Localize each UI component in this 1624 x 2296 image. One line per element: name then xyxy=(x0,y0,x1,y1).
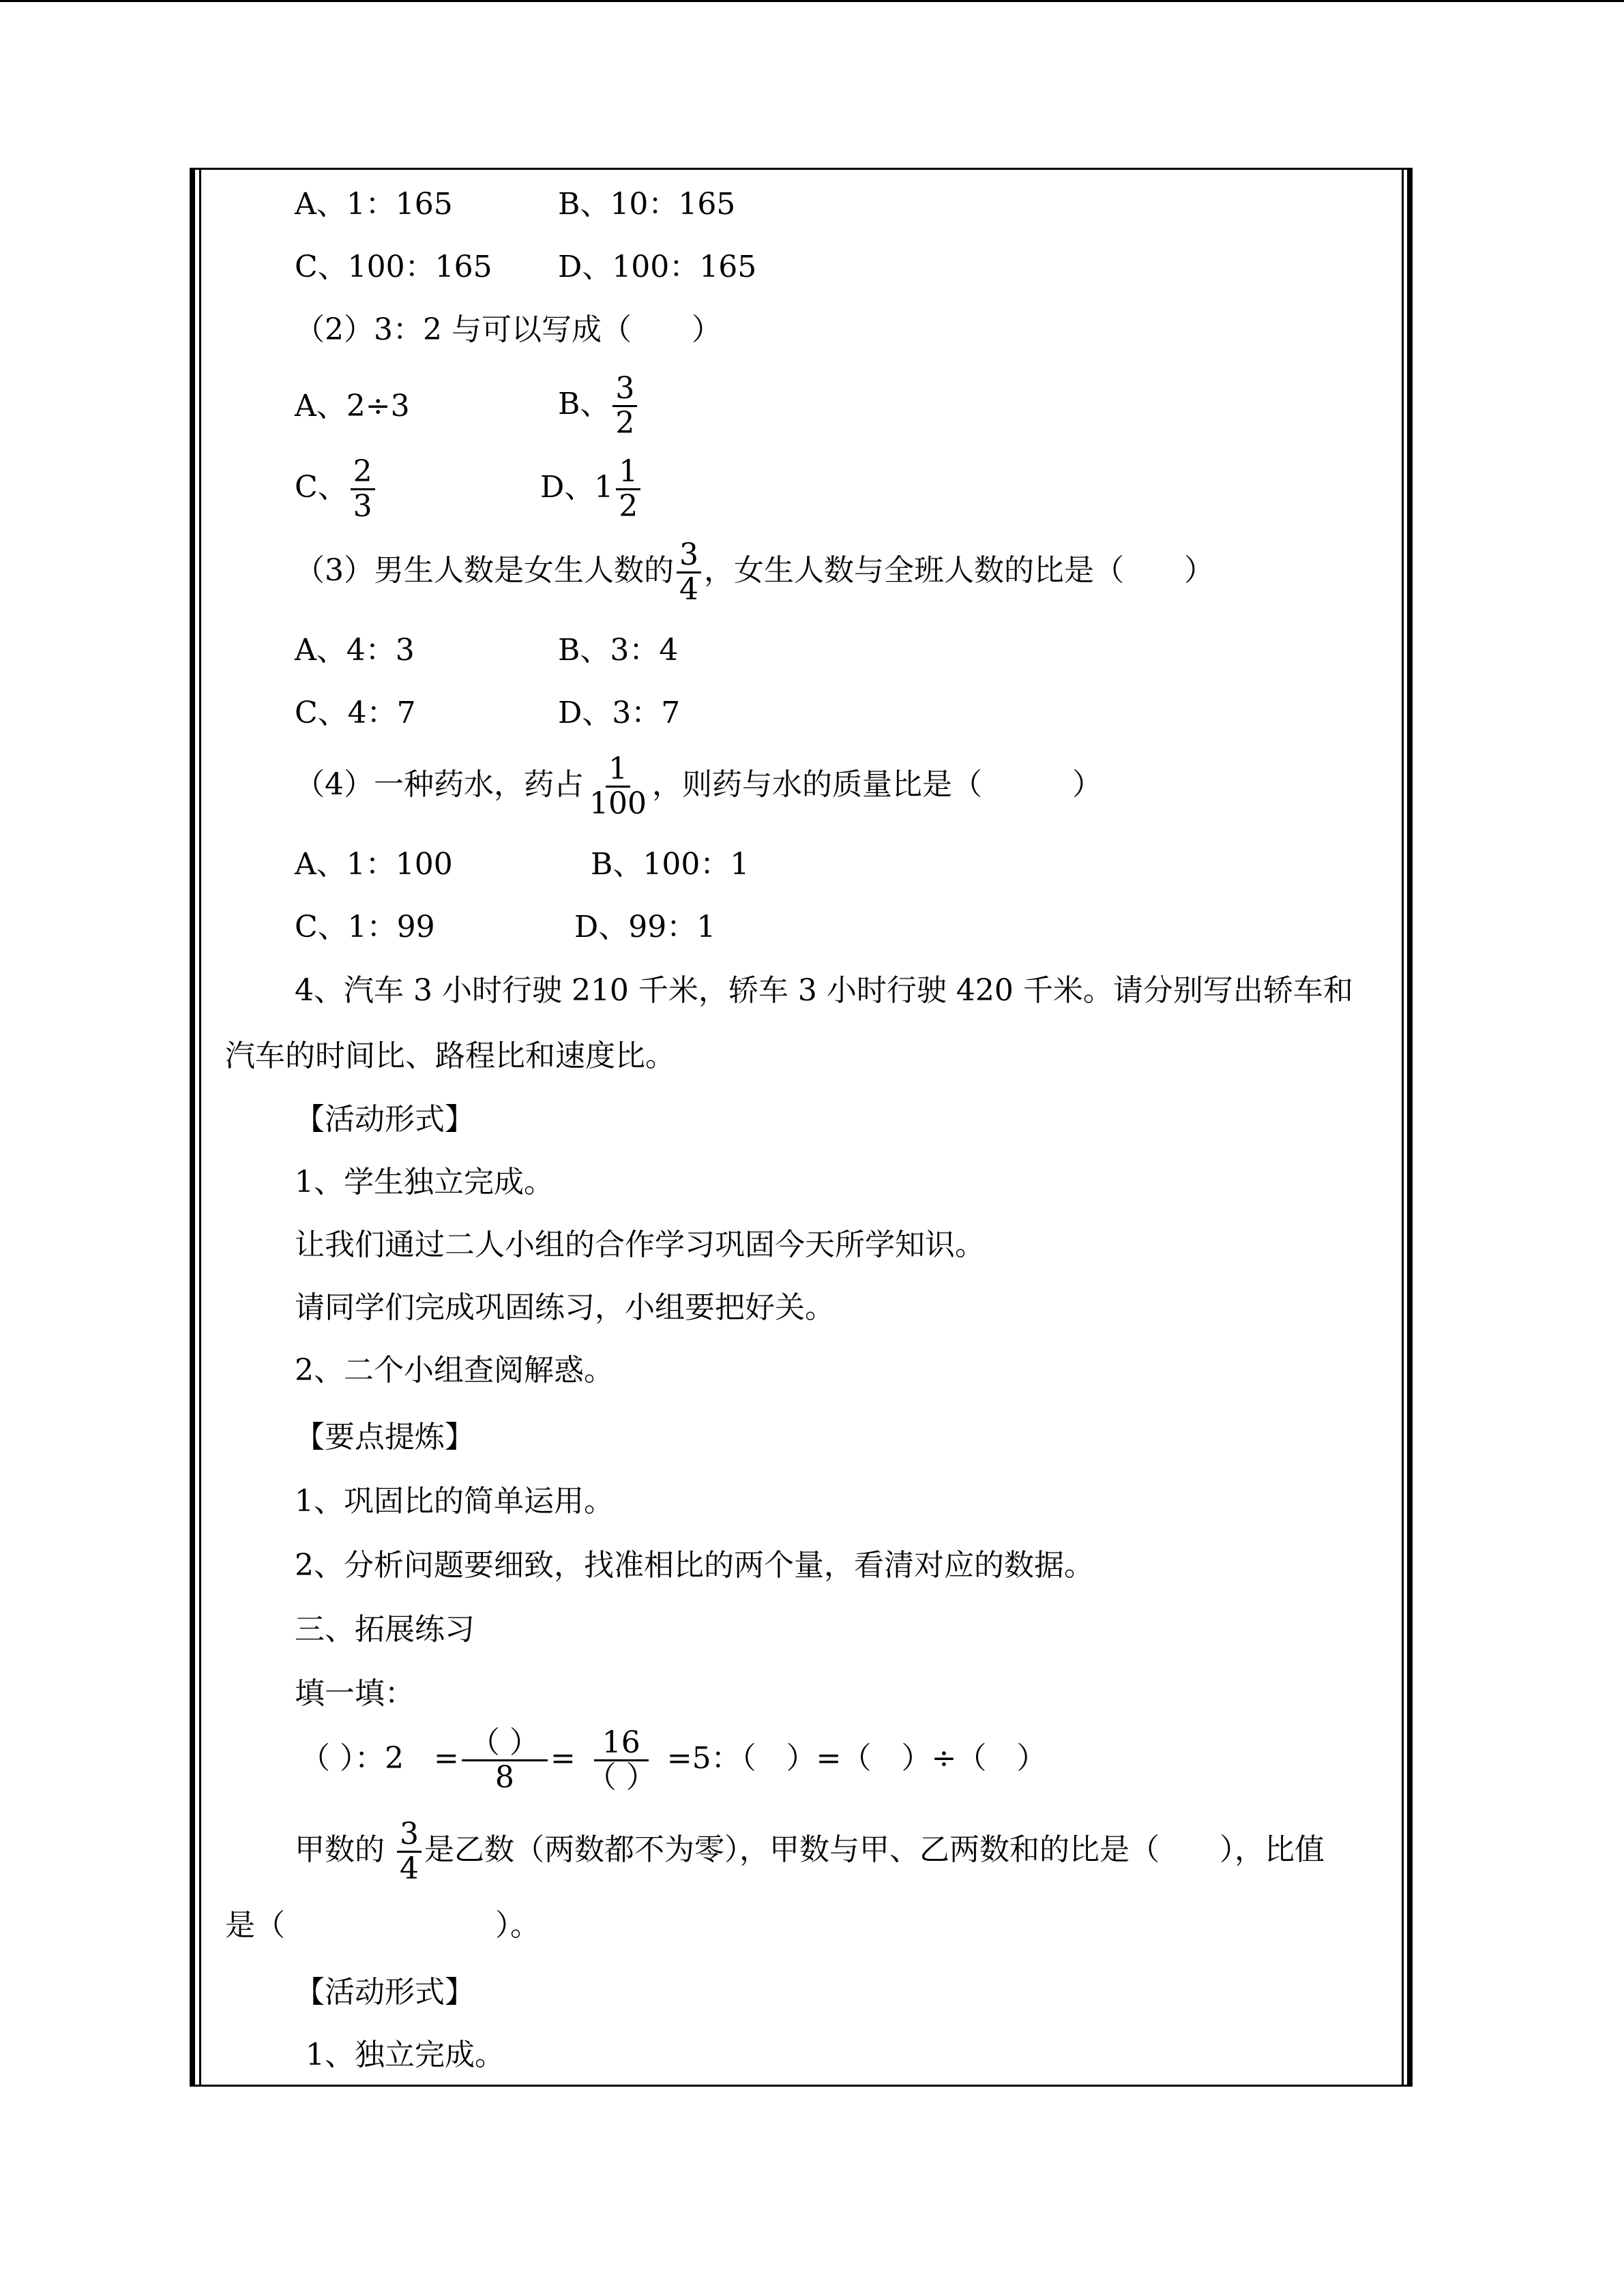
fraction: $\frac{3}{2}$ xyxy=(612,372,637,440)
q3-option-d: D、3：7 xyxy=(558,696,681,730)
fraction: $\frac{( )}{8}$ xyxy=(462,1727,548,1794)
q1-option-a: A、1：165 xyxy=(295,187,453,222)
keypoints-heading: 【要点提炼】 xyxy=(295,1420,475,1455)
q3-stem: （3）男生人数是女生人数的 $\frac{3}{4}$ ，女生人数与全班人数的比是（ ） xyxy=(295,537,1214,607)
q4-stem: （4）一种药水，药占 $\frac{1}{100}$ ，则药与水的质量比是（ ） xyxy=(295,751,1102,821)
fraction: $\frac{3}{4}$ xyxy=(397,1818,422,1885)
table-border-bottom xyxy=(190,2085,1413,2087)
fraction: $\frac{2}{3}$ xyxy=(351,456,375,523)
fraction: $\frac{3}{4}$ xyxy=(677,539,701,606)
q3-option-c: C、4：7 xyxy=(295,696,416,730)
keypoints-p2: 2、分析问题要细致，找准相比的两个量，看清对应的数据。 xyxy=(295,1548,1094,1583)
q4-option-b: B、100：1 xyxy=(591,847,750,882)
fraction: $\frac{1}{2}$ xyxy=(616,456,640,523)
item4-line2: 汽车的时间比、路程比和速度比。 xyxy=(225,1039,675,1073)
q2-option-a: A、2÷3 xyxy=(295,389,410,423)
q3-option-b: B、3：4 xyxy=(558,633,679,668)
q4-option-d: D、99：1 xyxy=(574,910,716,944)
table-border-right-thick xyxy=(1407,169,1413,2087)
table-border-right-thin xyxy=(1402,169,1404,2087)
activity1-p3: 请同学们完成巩固练习，小组要把好关。 xyxy=(295,1290,835,1325)
q2-option-b: B、 $\frac{3}{2}$ xyxy=(558,372,640,440)
item4-line1: 4、汽车 3 小时行驶 210 千米，轿车 3 小时行驶 420 千米。请分别写出轿车和 xyxy=(295,973,1353,1008)
extension-question: 甲数的 $\frac{3}{4}$ 是乙数（两数都不为零），甲数与甲、乙两数和的比是（ ），比值 xyxy=(295,1817,1325,1886)
q4-option-c: C、1：99 xyxy=(295,910,435,944)
extension-fill-label: 填一填： xyxy=(295,1676,415,1711)
fraction: $\frac{16}{( )}$ xyxy=(586,1725,656,1795)
q2-stem: （2）3：2 与可以写成（ ） xyxy=(295,312,722,347)
extension-heading: 三、拓展练习 xyxy=(295,1612,475,1647)
extension-question-line2: 是（ ）。 xyxy=(225,1908,540,1943)
keypoints-p1: 1、巩固比的简单运用。 xyxy=(295,1484,614,1519)
extension-equation: （ ）：2 = $\frac{( )}{8}$ = $\frac{16}{( )}$ =5：（ ）=（ ）÷（ ） xyxy=(300,1725,1047,1795)
q1-option-c: C、100：165 xyxy=(295,250,492,284)
activity1-p2: 让我们通过二人小组的合作学习巩固今天所学知识。 xyxy=(295,1227,985,1262)
table-border-top xyxy=(190,168,1413,170)
activity1-p4: 2、二个小组查阅解惑。 xyxy=(295,1353,614,1388)
activity1-p1: 1、学生独立完成。 xyxy=(295,1165,554,1199)
page-top-rule xyxy=(0,0,1624,2)
table-border-left-thick xyxy=(190,169,195,2087)
activity2-p1: 1、独立完成。 xyxy=(306,2038,505,2072)
q2-option-d: D、1 $\frac{1}{2}$ xyxy=(540,456,643,523)
q2-option-c: C、 $\frac{2}{3}$ xyxy=(295,456,378,523)
fraction: $\frac{1}{100}$ xyxy=(589,751,647,821)
q4-option-a: A、1：100 xyxy=(295,847,453,882)
q1-option-b: B、10：165 xyxy=(558,187,736,222)
q1-option-d: D、100：165 xyxy=(558,250,757,284)
activity2-heading: 【活动形式】 xyxy=(295,1975,475,2010)
activity1-heading: 【活动形式】 xyxy=(295,1102,475,1137)
table-border-left-thin xyxy=(199,169,201,2087)
q3-option-a: A、4：3 xyxy=(295,633,415,668)
